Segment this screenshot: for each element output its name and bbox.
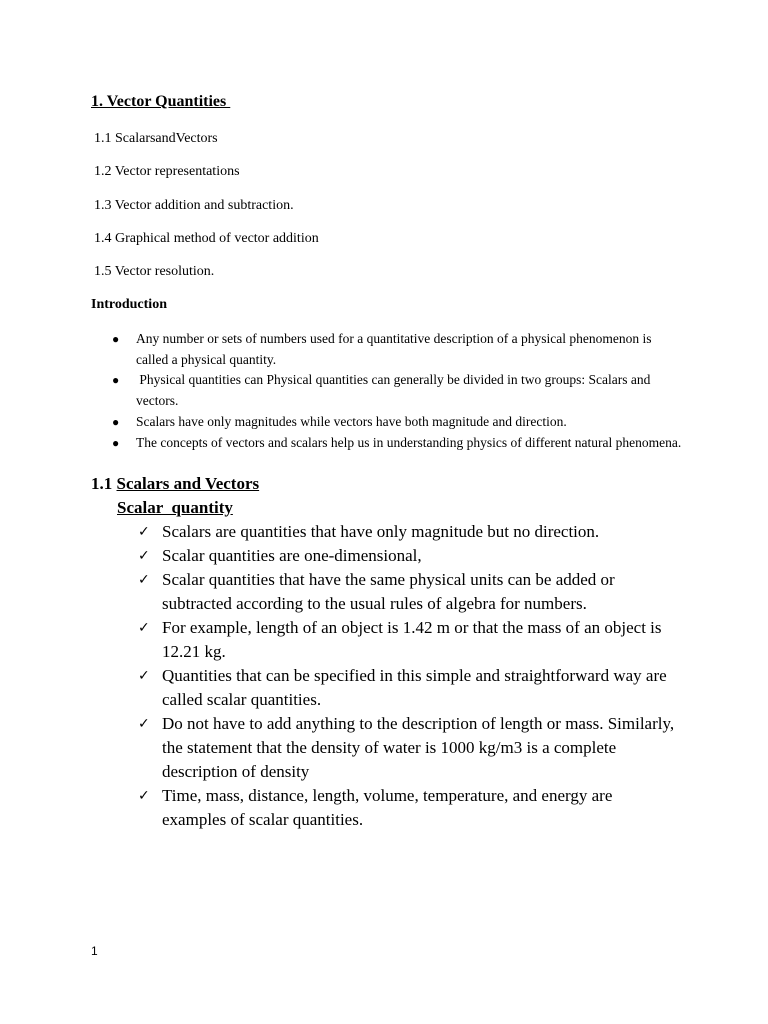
list-item	[112, 370, 682, 411]
list-item-text: Do not have to add anything to the description of length or mass. Similarly, the statement that the density of water is 1000 kg/m3 is a complete description of density	[162, 714, 675, 781]
checkmark-icon: ✓	[138, 620, 150, 636]
checkmark-icon: ✓	[138, 524, 150, 540]
list-item-text: Scalar quantities that have the same physical units can be added or subtracted according to the usual rules of algebra for numbers.	[162, 570, 615, 613]
section-heading	[91, 474, 259, 494]
bullet-icon: ●	[112, 435, 120, 450]
page-number: 1	[91, 944, 98, 958]
bullet-icon: ●	[112, 332, 120, 346]
table-of-contents	[94, 129, 319, 295]
bullet-icon: ●	[112, 414, 120, 429]
list-item	[138, 568, 678, 616]
list-item	[138, 784, 678, 832]
list-item-text: Any number or sets of numbers used for a quantitative description of a physical phenomenon is called a physical quantity.	[136, 331, 652, 367]
toc-item: 1.5 Vector resolution.	[94, 264, 215, 280]
scalar-quantity-list	[138, 520, 678, 832]
list-item-text: Scalars are quantities that have only magnitude but no direction.	[162, 522, 600, 541]
list-item-text: Physical quantities can Physical quantities can generally be divided in two groups: Scalars and vectors.	[136, 372, 654, 409]
checkmark-icon: ✓	[138, 788, 150, 804]
checkmark-icon: ✓	[138, 716, 150, 732]
list-item	[112, 412, 682, 433]
introduction-list	[112, 329, 682, 453]
introduction-heading: Introduction	[91, 297, 167, 312]
checkmark-icon: ✓	[138, 572, 150, 588]
list-item	[112, 433, 682, 454]
list-item-text: Scalar quantities are one-dimensional,	[162, 546, 422, 565]
list-item-text: Scalars have only magnitudes while vectors have both magnitude and direction.	[136, 413, 567, 429]
checkmark-icon: ✓	[138, 668, 150, 684]
list-item-text: Quantities that can be specified in this simple and straightforward way are called scalar quantities.	[162, 666, 667, 709]
section-title: Scalars and Vectors	[116, 474, 260, 493]
bullet-icon: ●	[112, 373, 120, 388]
subsection-heading: Scalar quantity	[117, 498, 233, 517]
list-item-text: The concepts of vectors and scalars help us in understanding physics of different natural phenomena.	[136, 434, 682, 450]
list-item-text: Time, mass, distance, length, volume, temperature, and energy are examples of scalar quantities.	[162, 786, 613, 829]
list-item	[138, 616, 678, 664]
checkmark-icon: ✓	[138, 548, 150, 564]
toc-item: 1.3 Vector addition and subtraction.	[94, 197, 294, 213]
list-item	[138, 712, 678, 784]
list-item	[138, 664, 678, 712]
list-item	[112, 329, 682, 370]
toc-item: 1.4 Graphical method of vector addition	[94, 230, 319, 246]
chapter-title: 1. Vector Quantities	[91, 93, 231, 110]
list-item-text: For example, length of an object is 1.42 m or that the mass of an object is 12.21 kg.	[162, 618, 662, 661]
section-number: 1.1	[91, 474, 113, 493]
toc-item: 1.2 Vector representations	[94, 164, 240, 180]
list-item	[138, 544, 678, 568]
list-item	[138, 520, 678, 544]
toc-item: 1.1 ScalarsandVectors	[94, 131, 218, 146]
